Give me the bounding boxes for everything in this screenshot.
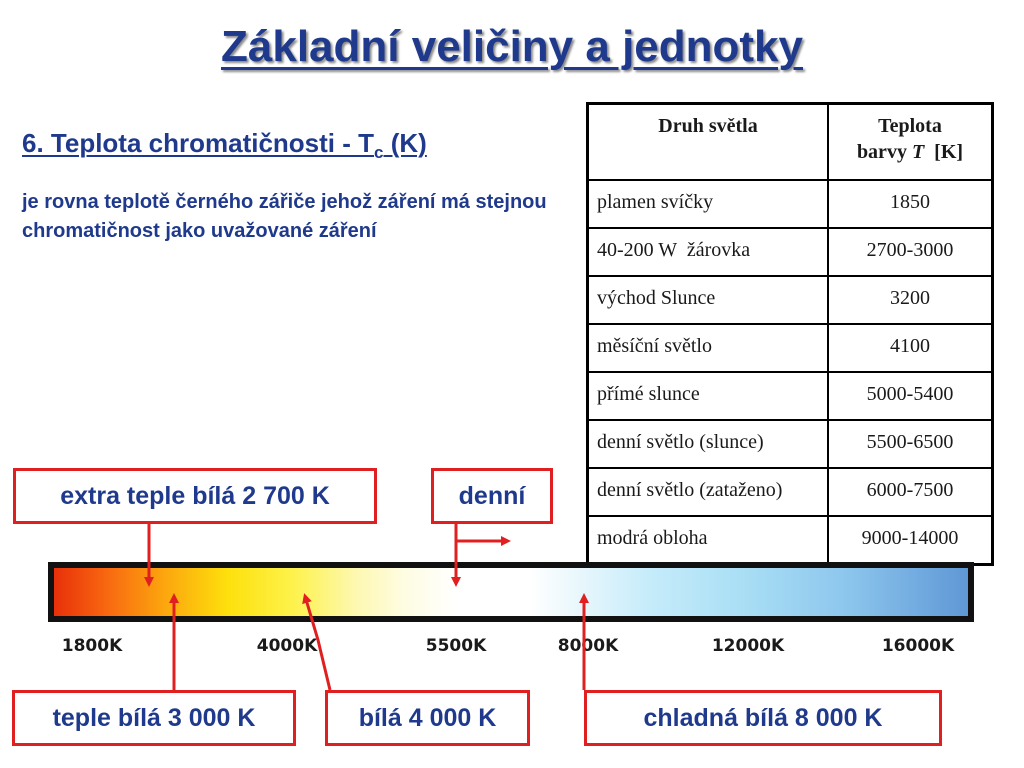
header-light-type: Druh světla — [588, 104, 829, 181]
label-warm-white: teple bílá 3 000 K — [12, 690, 296, 746]
header-temperature-line1: Teplota — [878, 115, 942, 137]
row-name: východ Slunce — [588, 276, 829, 324]
row-name: denní světlo (slunce) — [588, 420, 829, 468]
row-value: 3200 — [828, 276, 993, 324]
row-value: 4100 — [828, 324, 993, 372]
scale-tick-label: 16000K — [881, 636, 955, 656]
scale-tick-label: 5500K — [425, 636, 487, 656]
scale-tick-label: 8000K — [557, 636, 619, 656]
row-name: přímé slunce — [588, 372, 829, 420]
row-name: plamen svíčky — [588, 180, 829, 228]
row-value: 6000-7500 — [828, 468, 993, 516]
row-name: 40-200 W žárovka — [588, 228, 829, 276]
row-name: modrá obloha — [588, 516, 829, 565]
row-name: denní světlo (zataženo) — [588, 468, 829, 516]
arrow-white — [305, 596, 330, 690]
label-white: bílá 4 000 K — [325, 690, 530, 746]
row-value: 5000-5400 — [828, 372, 993, 420]
row-value: 5500-6500 — [828, 420, 993, 468]
row-value: 1850 — [828, 180, 993, 228]
scale-tick-label: 1800K — [61, 636, 123, 656]
heading-prefix: 6. Teplota chromatičnosti - T — [22, 128, 375, 158]
page-title: Základní veličiny a jednotky — [221, 22, 803, 71]
row-value: 2700-3000 — [828, 228, 993, 276]
row-value: 9000-14000 — [828, 516, 993, 565]
header-temperature-line2: barvy — [856, 141, 912, 163]
definition-text: je rovna teplotě černého zářiče jehož záření má stejnou chromatičnost jako uvažované záření — [22, 191, 547, 242]
header-temperature-unit: [K] — [924, 141, 964, 163]
label-daylight: denní — [431, 468, 553, 524]
header-temperature-symbol: T — [911, 141, 925, 163]
scale-tick-label: 12000K — [711, 636, 785, 656]
scale-tick-label: 4000K — [256, 636, 318, 656]
label-extra-warm-white: extra teple bílá 2 700 K — [13, 468, 377, 524]
heading-suffix: (K) — [383, 128, 427, 158]
heading-subscript: c — [374, 143, 384, 163]
row-name: měsíční světlo — [588, 324, 829, 372]
label-cool-white: chladná bílá 8 000 K — [584, 690, 942, 746]
